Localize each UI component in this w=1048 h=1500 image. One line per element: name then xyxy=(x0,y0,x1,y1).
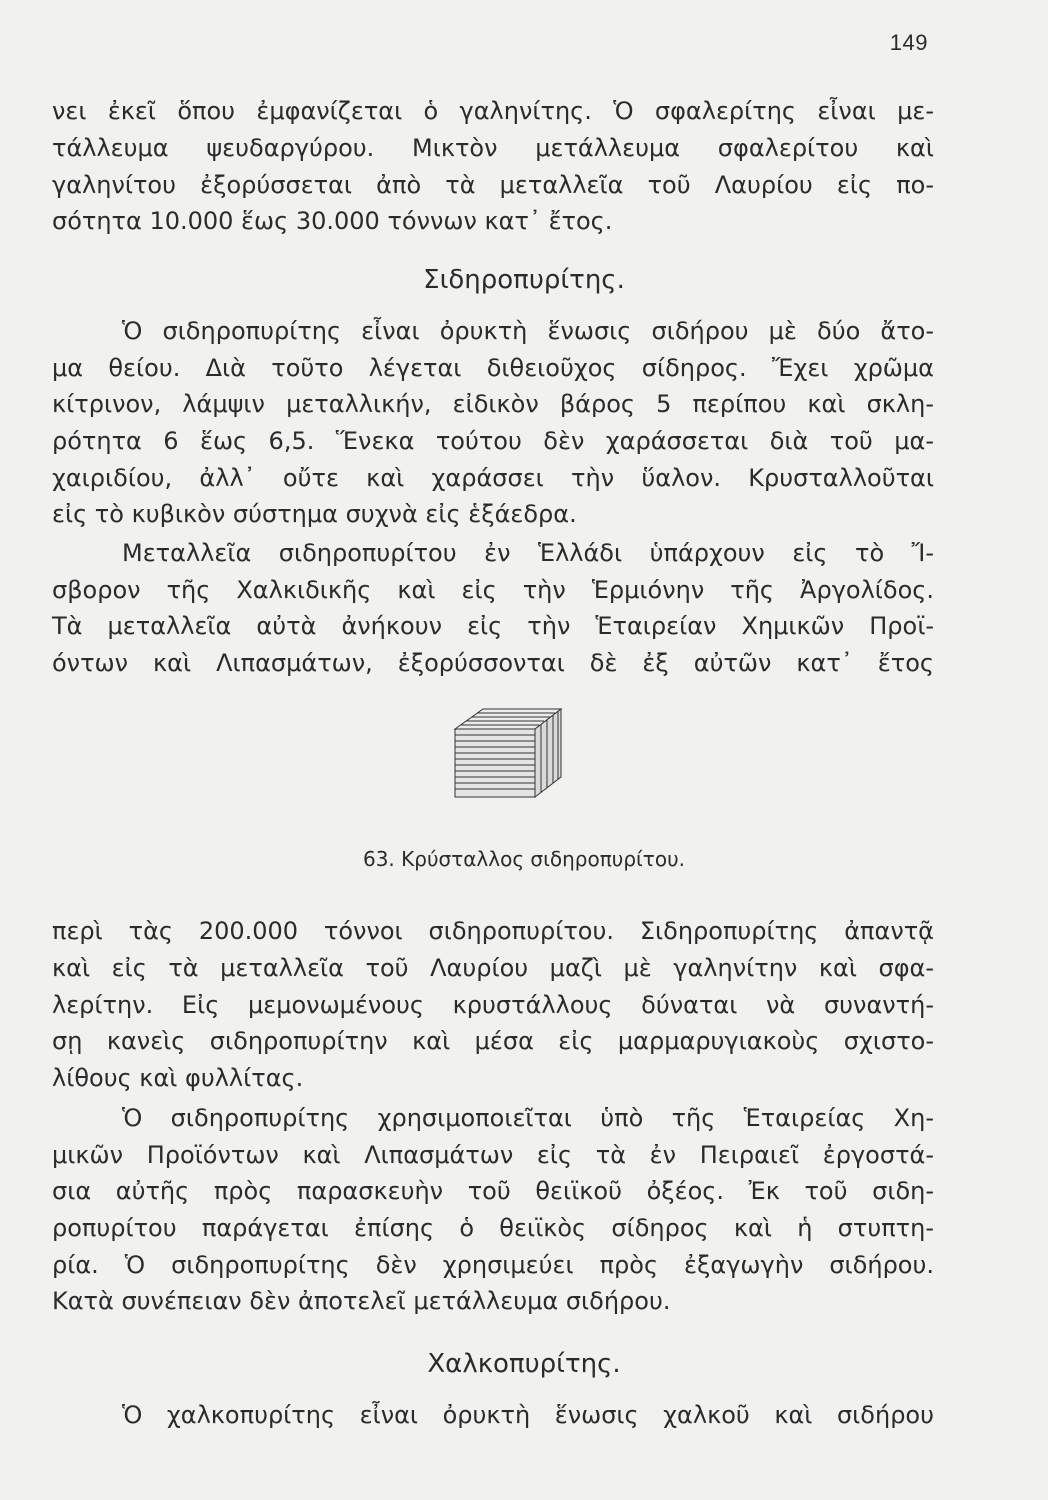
paragraph-line: Κατὰ συνέπειαν δὲν ἀποτελεῖ μετάλλευμα σιδήρου. xyxy=(52,1287,671,1315)
paragraph-line: λίθους καὶ φυλλίτας. xyxy=(52,1064,304,1092)
section-heading: Χαλκοπυρίτης. xyxy=(427,1349,621,1379)
paragraph-line: καὶ εἰς τὰ μεταλλεῖα τοῦ Λαυρίου μαζὶ μὲ γαληνίτην καὶ σφα- xyxy=(52,954,934,982)
paragraph-line: Ὁ σιδηροπυρίτης χρησιμοποιεῖται ὑπὸ τῆς Ἑταιρείας Χη- xyxy=(122,1104,934,1132)
paragraph-line: σια αὐτῆς πρὸς παρασκευὴν τοῦ θειϊκοῦ ὀξέος. Ἐκ τοῦ σιδη- xyxy=(52,1177,934,1205)
paragraph-line: γαληνίτου ἐξορύσσεται ἀπὸ τὰ μεταλλεῖα τοῦ Λαυρίου εἰς πο- xyxy=(52,171,934,199)
paragraph-line: περὶ τὰς 200.000 τόννοι σιδηροπυρίτου. Σιδηροπυρίτης ἀπαντᾷ xyxy=(52,917,934,945)
paragraph-line: όντων καὶ Λιπασμάτων, ἐξορύσσονται δὲ ἐξ αὐτῶν κατ᾽ ἔτος xyxy=(52,649,934,677)
paragraph-line: σβορον τῆς Χαλκιδικῆς καὶ εἰς τὴν Ἑρμιόνην τῆς Ἀργολίδος. xyxy=(52,576,934,604)
paragraph-line: νει ἐκεῖ ὅπου ἐμφανίζεται ὁ γαληνίτης. Ὁ σφαλερίτης εἶναι με- xyxy=(52,97,934,125)
paragraph-line: τάλλευμα ψευδαργύρου. Μικτὸν μετάλλευμα σφαλερίτου καὶ xyxy=(52,134,934,162)
paragraph-line: κίτρινον, λάμψιν μεταλλικήν, εἰδικὸν βάρος 5 περίπου καὶ σκλη- xyxy=(52,390,934,418)
paragraph-line: ρία. Ὁ σιδηροπυρίτης δὲν χρησιμεύει πρὸς ἐξαγωγὴν σιδήρου. xyxy=(52,1251,934,1279)
paragraph-line: μικῶν Προϊόντων καὶ Λιπασμάτων εἰς τὰ ἐν Πειραιεῖ ἐργοστά- xyxy=(52,1141,934,1169)
paragraph-line: Μεταλλεῖα σιδηροπυρίτου ἐν Ἑλλάδι ὑπάρχουν εἰς τὸ Ἴ- xyxy=(122,539,934,567)
paragraph-line: μα θείου. Διὰ τοῦτο λέγεται διθειοῦχος σίδηρος. Ἔχει χρῶμα xyxy=(52,354,934,382)
paragraph-line: χαιριδίου, ἀλλ᾽ οὔτε καὶ χαράσσει τὴν ὕαλον. Κρυσταλλοῦται xyxy=(52,464,934,492)
page-number: 149 xyxy=(889,30,928,55)
figure-caption: 63. Κρύσταλλος σιδηροπυρίτου. xyxy=(362,847,686,871)
paragraph-line: σῃ κανεὶς σιδηροπυρίτην καὶ μέσα εἰς μαρμαρυγιακοὺς σχιστο- xyxy=(52,1027,934,1055)
paragraph-line: Ὁ σιδηροπυρίτης εἶναι ὀρυκτὴ ἕνωσις σιδήρου μὲ δύο ἄτο- xyxy=(122,317,934,345)
pyrite-crystal-figure xyxy=(449,705,564,800)
paragraph-line: ροπυρίτου παράγεται ἐπίσης ὁ θειϊκὸς σίδηρος καὶ ἡ στυπτη- xyxy=(52,1214,934,1242)
paragraph-line: εἰς τὸ κυβικὸν σύστημα συχνὰ εἰς ἑξάεδρα. xyxy=(52,500,577,528)
paragraph-line: Τὰ μεταλλεῖα αὐτὰ ἀνήκουν εἰς τὴν Ἑταιρείαν Χημικῶν Προϊ- xyxy=(52,612,934,640)
paragraph-line: σότητα 10.000 ἕως 30.000 τόννων κατ᾽ ἔτος. xyxy=(52,207,613,235)
paragraph-line: ρότητα 6 ἕως 6,5. Ἕνεκα τούτου δὲν χαράσσεται διὰ τοῦ μα- xyxy=(52,427,934,455)
paragraph-line: Ὁ χαλκοπυρίτης εἶναι ὀρυκτὴ ἕνωσις χαλκοῦ καὶ σιδήρου xyxy=(122,1401,934,1429)
section-heading: Σιδηροπυρίτης. xyxy=(423,265,625,295)
paragraph-line: λερίτην. Εἰς μεμονωμένους κρυστάλλους δύναται νὰ συναντή- xyxy=(52,991,934,1019)
